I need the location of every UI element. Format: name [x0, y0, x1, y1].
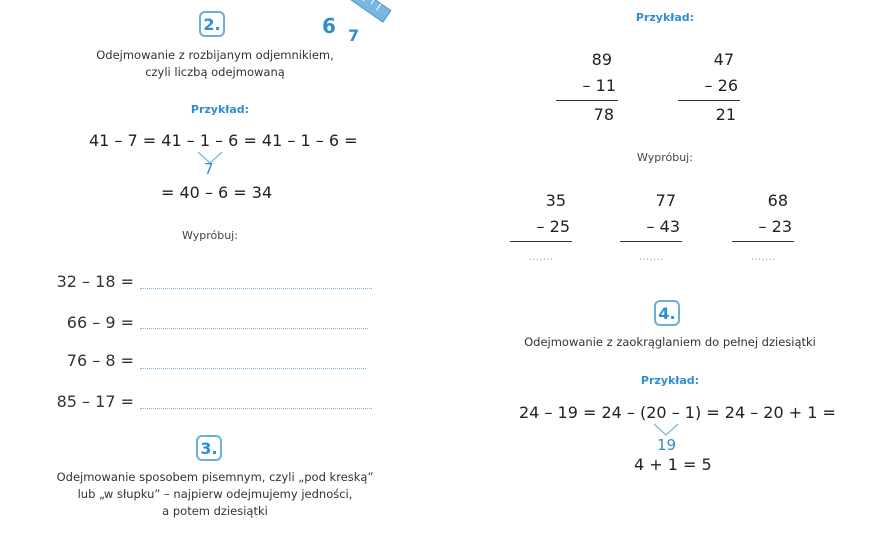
column-exercise-1-answer[interactable]: .......: [510, 241, 572, 273]
section-2-equation-line1: 41 – 7 = 41 – 1 – 6 = 41 – 1 – 6 =: [89, 131, 358, 150]
section-2-equation-line2: = 40 – 6 = 34: [161, 183, 273, 202]
section-4-split-value: 19: [657, 436, 677, 454]
section-2-badge: [199, 11, 225, 37]
exercise-3-equation: 76 – 8 =: [66, 351, 134, 370]
column-example-1: [556, 50, 616, 124]
column-exercise-3: [732, 191, 792, 273]
exercise-2-equation: 66 – 9 =: [66, 313, 134, 332]
column-example-2: [678, 50, 738, 124]
exercise-4-answer-line[interactable]: [140, 407, 372, 409]
decor-digit-6: 6: [322, 14, 336, 38]
decor-digit-7: 7: [348, 26, 360, 45]
column-exercise-2-top: 77: [655, 191, 676, 210]
column-exercise-3-bottom: – 23: [758, 217, 792, 236]
column-try-label: Wypróbuj:: [637, 151, 693, 164]
split-connector-icon: [652, 423, 680, 437]
column-exercise-3-answer[interactable]: .......: [732, 241, 794, 273]
column-example-1-bottom: – 11: [582, 76, 616, 95]
column-example-2-top: 47: [713, 50, 734, 69]
column-exercise-2-bottom: – 43: [646, 217, 680, 236]
section-4-equation-line1: 24 – 19 = 24 – (20 – 1) = 24 – 20 + 1 =: [519, 403, 836, 422]
section-2-number: 2.: [203, 14, 221, 34]
section-4-equation-line2: 4 + 1 = 5: [634, 455, 712, 474]
ruler-decoration: [322, 0, 392, 45]
column-example-2-result: 21: [678, 100, 740, 124]
section-3-description: [40, 469, 390, 520]
exercise-2-answer-line[interactable]: [140, 327, 368, 329]
section-3-number: 3.: [200, 438, 218, 458]
section-2-example-label: Przykład:: [190, 103, 250, 116]
section-2-split-value: 7: [204, 160, 214, 178]
exercise-3-answer-line[interactable]: [140, 367, 366, 369]
section-2-try-label: Wypróbuj:: [182, 229, 238, 242]
column-exercise-3-top: 68: [767, 191, 788, 210]
section-3-description-line1: Odejmowanie sposobem pisemnym, czyli „pod kreską”: [56, 470, 374, 484]
section-3-description-line3: a potem dziesiątki: [162, 504, 268, 518]
column-example-1-result: 78: [556, 100, 618, 124]
section-2-description: [60, 47, 370, 81]
column-exercise-2-answer[interactable]: .......: [620, 241, 682, 273]
section-4-badge: [654, 300, 680, 326]
section-2-description-line2: czyli liczbą odejmowaną: [145, 65, 285, 79]
section-3-badge: [196, 435, 222, 461]
section-4-number: 4.: [658, 303, 676, 323]
column-exercise-1: [510, 191, 570, 273]
exercise-1-equation: 32 – 18 =: [56, 272, 134, 291]
column-exercise-1-top: 35: [545, 191, 566, 210]
section-2-description-line1: Odejmowanie z rozbijanym odjemnikiem,: [96, 48, 334, 62]
column-exercise-1-bottom: – 25: [536, 217, 570, 236]
column-example-label: Przykład:: [635, 11, 695, 24]
column-exercise-2: [620, 191, 680, 273]
section-3-description-line2: lub „w słupku” – najpierw odejmujemy jedności,: [77, 487, 353, 501]
section-4-description: Odejmowanie z zaokrąglaniem do pełnej dziesiątki: [524, 335, 816, 349]
column-example-1-top: 89: [591, 50, 612, 69]
section-4-example-label: Przykład:: [640, 374, 700, 387]
exercise-1-answer-line[interactable]: [140, 287, 372, 289]
exercise-4-equation: 85 – 17 =: [56, 392, 134, 411]
column-example-2-bottom: – 26: [704, 76, 738, 95]
